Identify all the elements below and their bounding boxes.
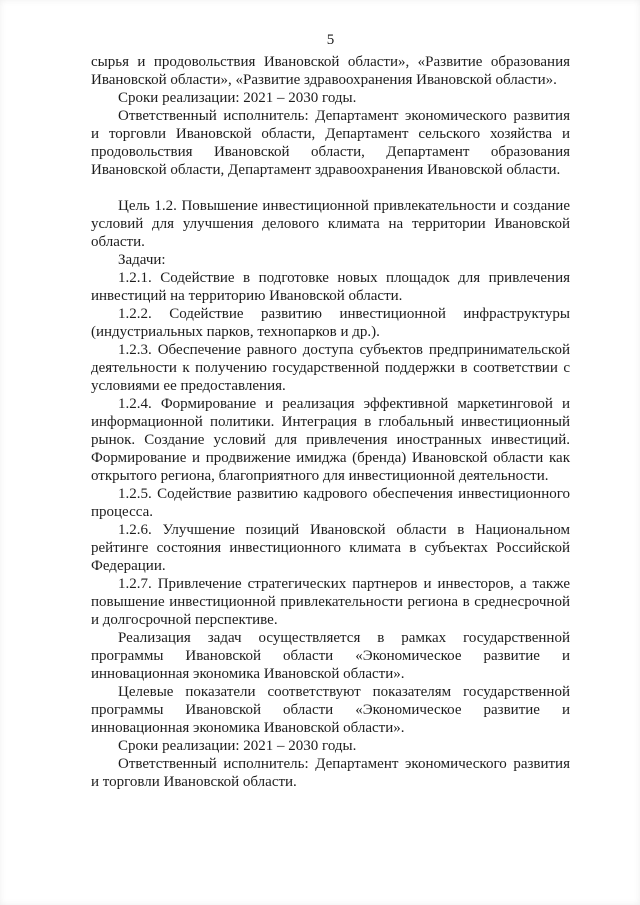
paragraph: Реализация задач осуществляется в рамках государственной программы Ивановской области «Экономическое развитие и инновационная экономика Ивановской области». [91, 630, 570, 682]
paragraph-spacer [91, 179, 570, 197]
paragraph: Сроки реализации: 2021 – 2030 годы. [118, 738, 357, 754]
paragraph: 1.2.5. Содействие развитию кадрового обеспечения инвестиционного процесса. [91, 486, 570, 520]
paragraph: 1.2.3. Обеспечение равного доступа субъектов предпринимательской деятельности к получению государственной поддержки в соответствии с условиями ее предоставления. [91, 342, 570, 394]
paragraph: Задачи: [118, 252, 166, 268]
paragraph: Цель 1.2. Повышение инвестиционной привлекательности и создание условий для улучшения делового климата на территории Ивановской области. [91, 198, 570, 250]
paragraph: 1.2.1. Содействие в подготовке новых площадок для привлечения инвестиций на территорию Ивановской области. [91, 270, 570, 304]
paragraph: Ответственный исполнитель: Департамент экономического развития и торговли Ивановской области, Департамент сельского хозяйства и продовольствия Ивановской области, Департамент образования Ивановской области, Департамент здравоохранения Ивановской области. [91, 108, 570, 178]
page-number: 5 [326, 32, 335, 48]
paragraph: Сроки реализации: 2021 – 2030 годы. [118, 90, 357, 106]
paragraph: сырья и продовольствия Ивановской области», «Развитие образования Ивановской области», «Развитие здравоохранения Ивановской области». [91, 54, 570, 88]
paragraph: 1.2.4. Формирование и реализация эффективной маркетинговой и информационной политики. Интеграция в глобальный инвестиционный рынок. Создание условий для привлечения иностранных инвестиций. Формирование и продвижение имиджа (бренда) Ивановской области как открытого региона, благоприятного для инвестиционной деятельности. [91, 396, 570, 484]
paragraph: 1.2.6. Улучшение позиций Ивановской области в Национальном рейтинге состояния инвестиционного климата в субъектах Российской Федерации. [91, 522, 570, 574]
paragraph: 1.2.2. Содействие развитию инвестиционной инфраструктуры (индустриальных парков, технопарков и др.). [91, 306, 570, 340]
paragraph: Ответственный исполнитель: Департамент экономического развития и торговли Ивановской области. [91, 756, 570, 790]
document-body [91, 53, 570, 791]
paragraph: 1.2.7. Привлечение стратегических партнеров и инвесторов, а также повышение инвестиционной привлекательности региона в среднесрочной и долгосрочной перспективе. [91, 576, 570, 628]
paragraph: Целевые показатели соответствуют показателям государственной программы Ивановской области «Экономическое развитие и инновационная экономика Ивановской области». [91, 684, 570, 736]
